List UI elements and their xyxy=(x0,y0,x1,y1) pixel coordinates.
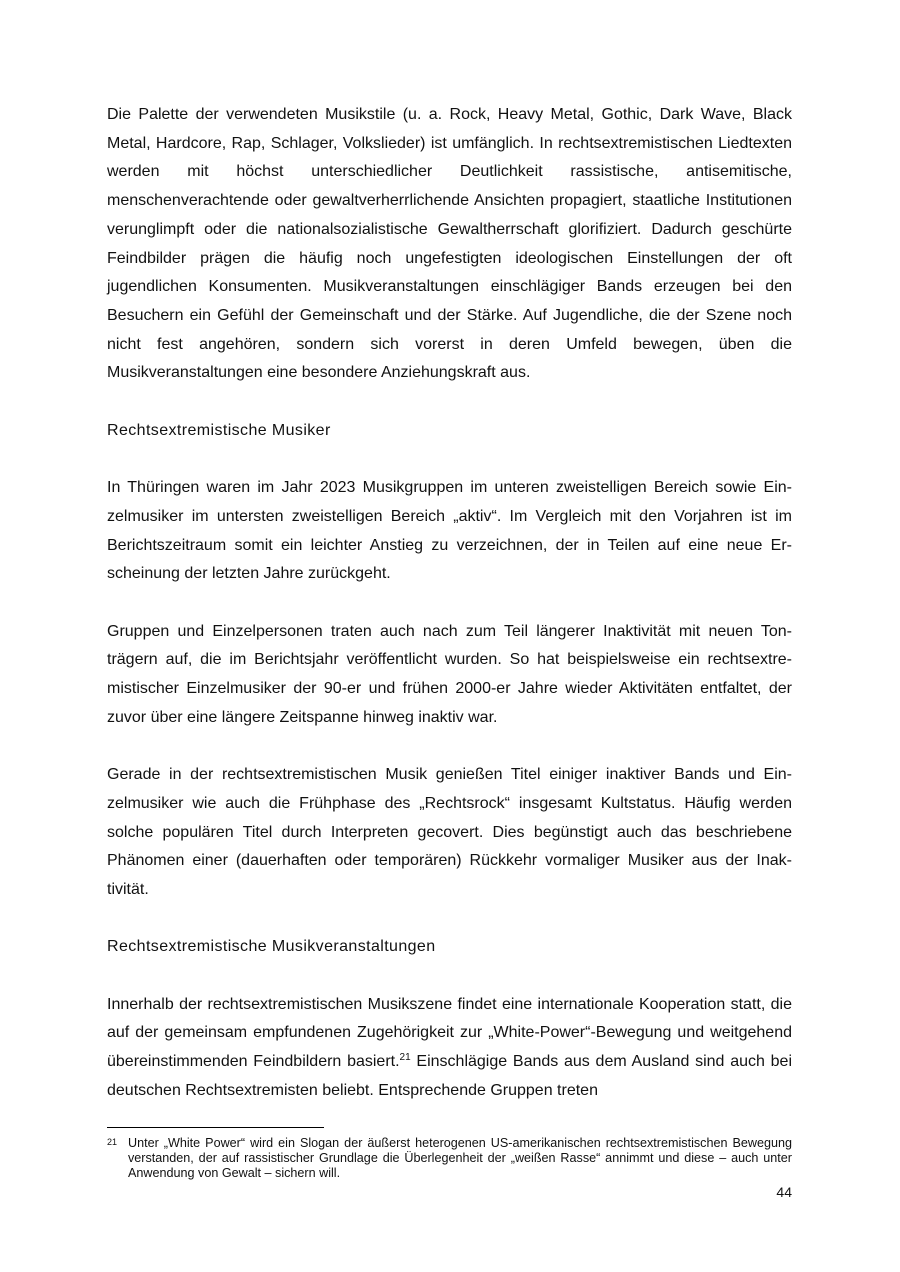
paragraph-inactivity-return: Gruppen und Einzelpersonen traten auch nach zum Teil längerer Inaktivität mit neuen Tonträgern auf, die im Berichtsjahr veröffentlicht wurden. So hat beispielsweise ein rechtsextremistischer Einzelmusiker der 90-er und frühen 2000-er Jahre wieder Aktivitäten entfaltet, der zuvor über eine längere Zeitspanne hinweg inaktiv war. xyxy=(107,622,792,726)
heading-musicians: Rechtsextremistische Musiker xyxy=(107,421,331,439)
paragraph-thuringia-bands: In Thüringen waren im Jahr 2023 Musikgruppen im unteren zweistelligen Bereich sowie Einzelmusiker im untersten zweistelligen Bereich „aktiv“. Im Vergleich mit den Vorjahren ist im Berichtszeitraum somit ein leichter Anstieg zu verzeichnen, der in Teilen auf eine neue Erscheinung der letzten Jahre zurückgeht. xyxy=(107,479,792,583)
footnote xyxy=(107,1136,792,1182)
footnote-reference[interactable]: 21 xyxy=(399,1052,411,1064)
paragraph-music-styles: Die Palette der verwendeten Musikstile (u. a. Rock, Heavy Metal, Gothic, Dark Wave, Black Metal, Hardcore, Rap, Schlager, Volkslieder) ist umfänglich. In rechtsextremistischen Liedtexten werden mit höchst unterschiedlicher Deutlichkeit rassistische, antisemitische, menschenverachtende oder gewaltverherrlichende Ansichten propagiert, staatliche Institutionen verunglimpft oder die nationalsozialistische Gewaltherrschaft glorifiziert. Dadurch geschürte Feindbilder prägen die häufig noch ungefestigten ideologischen Einstellungen der oft jugendlichen Konsumenten. Musikveranstaltungen einschlägiger Bands erzeugen bei den Besuchern ein Gefühl der Gemeinschaft und der Stärke. Auf Jugendliche, die der Szene noch nicht fest angehören, sondern sich vorerst in deren Umfeld bewegen, üben die Musikveranstaltungen eine besondere Anziehungskraft aus. xyxy=(107,106,792,382)
page-body xyxy=(107,101,792,1106)
paragraph-international-cooperation xyxy=(107,991,792,1106)
paragraph-cult-status: Gerade in der rechtsextremistischen Musik genießen Titel einiger inaktiver Bands und Einzelmusiker wie auch die Frühphase des „Rechtsrock“ insgesamt Kultstatus. Häufig werden solche populären Titel durch Interpreten gecovert. Dies begünstigt auch das beschriebene Phänomen einer (dauerhaften oder temporären) Rückkehr vormaliger Musiker aus der Inaktivität. xyxy=(107,766,792,898)
footnote-text: Unter „White Power“ wird ein Slogan der äußerst heterogenen US-amerikanischen rechtsextremistischen Bewegung verstanden, der auf rassistischer Grundlage die Überlegenheit der „weißen Rasse“ annimmt und diese – auch unter Anwendung von Gewalt – sichern will. xyxy=(128,1136,792,1181)
paragraph-text-before-ref: Innerhalb der rechtsextremistischen Musikszene findet eine internationale Kooperation statt, die auf der gemeinsam empfundenen Zugehörigkeit zur „White-Power“-Bewegung und weitgehend übereinstimmenden Feindbildern basiert. xyxy=(107,995,792,1071)
heading-music-events: Rechtsextremistische Musikveranstaltungen xyxy=(107,938,436,956)
paragraph-text-after-ref: Einschlägige Bands aus dem Ausland sind auch bei deutschen Rechtsextremisten beliebt. Entsprechende Gruppen treten xyxy=(107,1053,792,1099)
footnote-number: 21 xyxy=(107,1137,118,1147)
page-number: 44 xyxy=(776,1184,792,1200)
footnote-divider xyxy=(107,1127,324,1128)
